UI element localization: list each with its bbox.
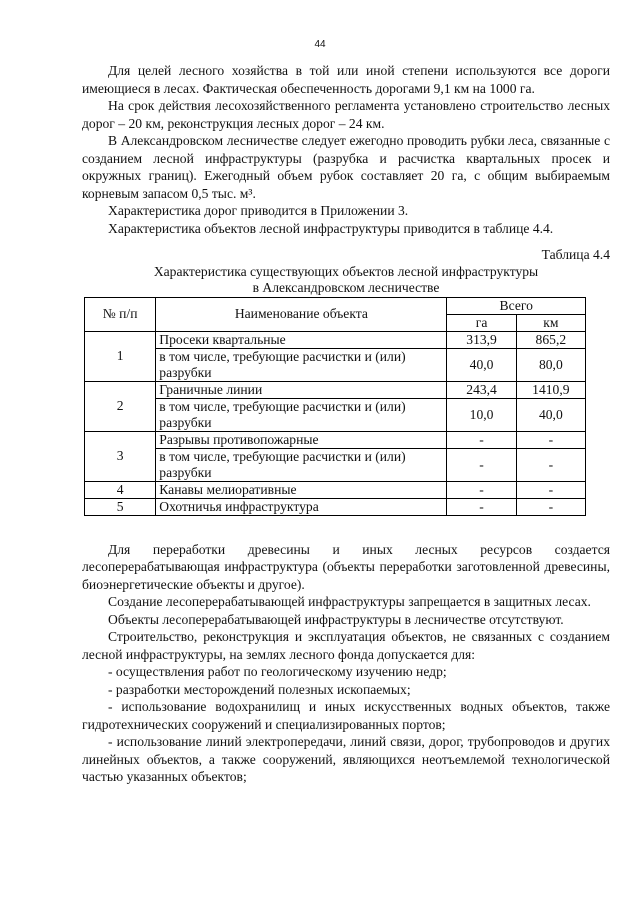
row-ha: 243,4 — [447, 381, 516, 398]
header-km: км — [516, 314, 585, 331]
table-row — [85, 431, 586, 448]
row-name: Разрывы противопожарные — [156, 431, 447, 448]
row-name: в том числе, требующие расчистки и (или) разрубки — [156, 448, 447, 481]
list-item: - разработки месторождений полезных ископаемых; — [108, 681, 411, 697]
paragraph: В Александровском лесничестве следует ежегодно проводить рубки леса, связанные с созданием лесной инфраструктуры (разрубка и расчистка квартальных просек и окружных границ). Ежегодный объем рубок составляет 20 га, с общим выбираемым корневым запасом 0,5 тыс. м³. — [82, 133, 610, 201]
row-name: Просеки квартальные — [156, 331, 447, 348]
row-km: - — [516, 498, 585, 515]
table-title-line: в Александровском лесничестве — [252, 279, 440, 295]
document-body — [82, 62, 610, 786]
row-km: - — [516, 448, 585, 481]
table-label: Таблица 4.4 — [541, 247, 610, 262]
header-num: № п/п — [85, 297, 156, 331]
row-number: 4 — [85, 481, 156, 498]
row-name: Граничные линии — [156, 381, 447, 398]
row-number: 1 — [85, 331, 156, 381]
table-row — [85, 381, 586, 398]
row-ha: 313,9 — [447, 331, 516, 348]
row-number: 3 — [85, 431, 156, 481]
page-number: 44 — [314, 39, 326, 50]
row-ha: - — [447, 431, 516, 448]
paragraph: Характеристика объектов лесной инфраструктуры приводится в таблице 4.4. — [108, 220, 554, 236]
row-ha: 40,0 — [447, 348, 516, 381]
row-name: Канавы мелиоративные — [156, 481, 447, 498]
row-km: - — [516, 431, 585, 448]
row-ha: - — [447, 481, 516, 498]
table-row — [85, 398, 586, 431]
row-km: 80,0 — [516, 348, 585, 381]
row-km: 1410,9 — [516, 381, 585, 398]
header-total: Всего — [447, 297, 586, 314]
row-name: в том числе, требующие расчистки и (или) разрубки — [156, 348, 447, 381]
row-ha: 10,0 — [447, 398, 516, 431]
paragraph: Объекты лесоперерабатывающей инфраструктуры в лесничестве отсутствуют. — [108, 611, 564, 627]
row-ha: - — [447, 448, 516, 481]
paragraph: Строительство, реконструкция и эксплуатация объектов, не связанных с созданием лесной инфраструктуры, на землях лесного фонда допускается для: — [82, 629, 610, 662]
row-name: Охотничья инфраструктура — [156, 498, 447, 515]
paragraph: Характеристика дорог приводится в Приложении 3. — [108, 203, 409, 218]
row-number: 5 — [85, 498, 156, 515]
list-item: - осуществления работ по геологическому изучению недр; — [108, 664, 447, 679]
row-km: 865,2 — [516, 331, 585, 348]
text-after-table — [82, 541, 610, 786]
row-km: 40,0 — [516, 398, 585, 431]
list-item: - использование линий электропередачи, линий связи, дорог, трубопроводов и других линейных объектов, а также сооружений, являющихся неотъемлемой технологической частью указанных объектов; — [82, 734, 610, 784]
table-title-line: Характеристика существующих объектов лесной инфраструктуры — [153, 263, 539, 279]
paragraph: Для переработки древесины и иных лесных ресурсов создается лесоперерабатывающая инфраструктура (объекты переработки заготовленной древесины, биоэнергетические объекты и другое). — [82, 541, 610, 592]
table-row — [85, 331, 586, 348]
list-item: - использование водохранилищ и иных искусственных водных объектов, также гидротехнических сооружений и специализированных портов; — [82, 699, 610, 732]
table-title — [82, 264, 610, 296]
table-row — [85, 498, 586, 515]
paragraph: Для целей лесного хозяйства в той или иной степени используются все дороги имеющиеся в лесах. Фактическая обеспеченность дорогами 9,1 км на 1000 га. — [82, 63, 610, 96]
table-row — [85, 481, 586, 498]
header-ha: га — [447, 314, 516, 331]
row-number: 2 — [85, 381, 156, 431]
table-row — [85, 448, 586, 481]
header-name: Наименование объекта — [156, 297, 447, 331]
paragraph: На срок действия лесохозяйственного регламента установлено строительство лесных дорог – 20 км, реконструкция лесных дорог – 24 км. — [82, 98, 610, 131]
table-row — [85, 348, 586, 381]
infrastructure-table — [84, 297, 586, 516]
row-ha: - — [447, 498, 516, 515]
row-km: - — [516, 481, 585, 498]
row-name: в том числе, требующие расчистки и (или) разрубки — [156, 398, 447, 431]
paragraph: Создание лесоперерабатывающей инфраструктуры запрещается в защитных лесах. — [108, 594, 591, 609]
